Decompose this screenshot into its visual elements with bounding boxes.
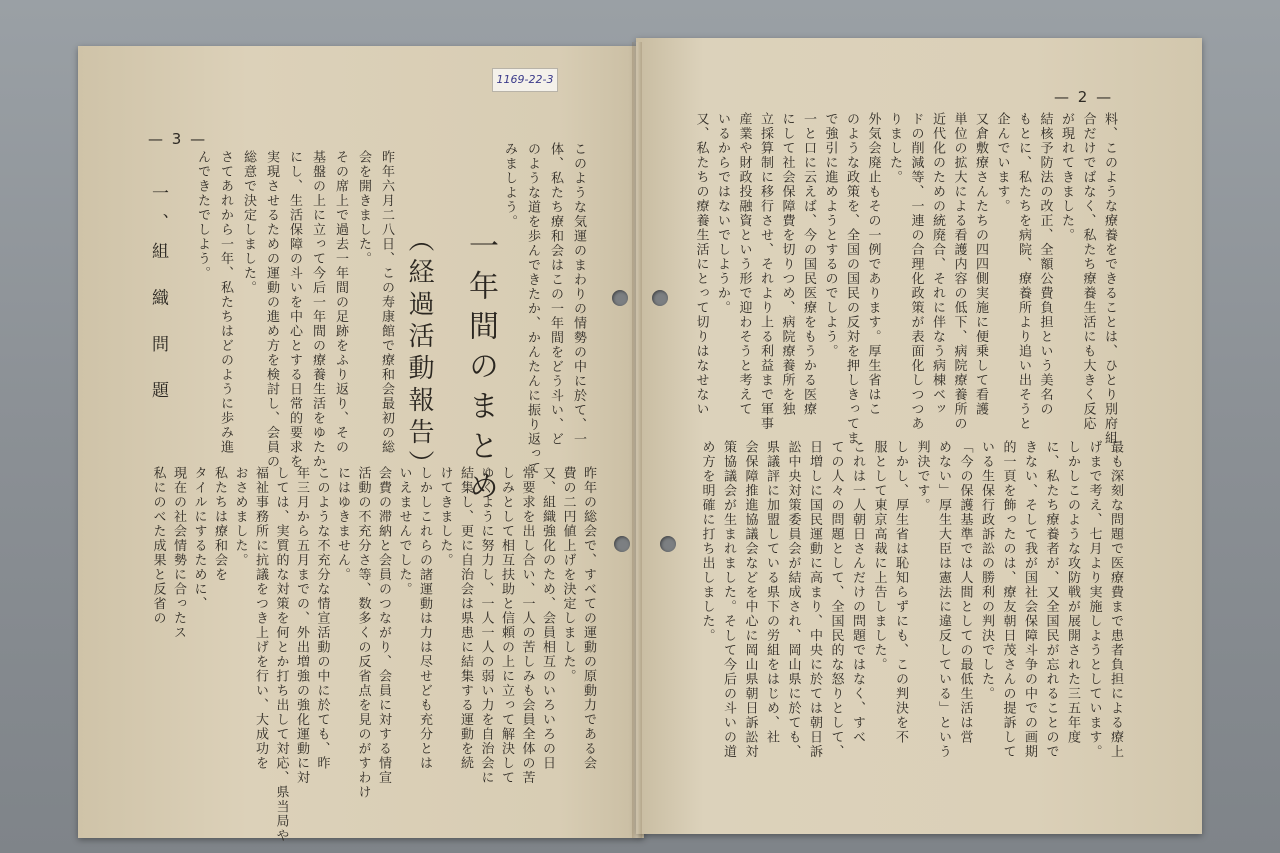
text-line: 会保障推進協議会などを中心に岡山県朝日訴訟対 <box>742 440 758 759</box>
text-line: もとに、私たちを病院、療養所より追い出そうと <box>1016 112 1031 431</box>
text-line: おさめました。 <box>232 466 248 568</box>
text-line: 産業や財政投融資という形で迎わそうと考えて <box>736 112 752 417</box>
text-line: に、私たち療養者が、又全国民が忘れることので <box>1043 440 1059 759</box>
text-line: さてあれから一年、私たちはどのように歩み進 <box>218 150 233 455</box>
document-subtitle: （経過活動報告） <box>404 226 434 482</box>
page-fold <box>632 42 642 838</box>
text-line: 私にのべた成果と反省の <box>150 466 166 626</box>
document-title: 一年間のまとめ <box>463 230 498 510</box>
text-line: けてきました。 <box>437 466 453 568</box>
text-line: 服として東京高裁に上告しました。 <box>871 440 887 672</box>
text-line: 的一頁を飾ったのは、療友朝日茂さんの提訴して <box>1000 440 1016 759</box>
text-line: 一と口に云えば、今の国民医療をもうかる医療 <box>801 112 816 417</box>
right-lower-text <box>696 440 1126 800</box>
left-page <box>78 46 644 843</box>
text-line: 又倉敷療さんたちの四四側実施に便乗して看護 <box>973 112 988 417</box>
text-line: しかしこれらの諸運動は力は尽せども充分とは <box>417 466 432 771</box>
text-line: 立採算制に移行させ、それより上る利益まで軍事 <box>758 112 773 431</box>
text-line: タイルにするために、 <box>191 466 207 611</box>
text-line: しかしこのような攻防戦が展開された三五年度 <box>1065 440 1080 745</box>
binding-hole <box>652 290 668 306</box>
text-line: 料、このような療養をできることは、ひとり別府組 <box>1102 112 1117 446</box>
text-line: しかし、厚生省は恥知らずにも、この判決を不 <box>893 440 908 745</box>
section-heading: 一、組 織 問 題 <box>148 184 168 411</box>
text-line: 総意で決定しました。 <box>241 150 256 295</box>
catalog-label: 1169-22-3 <box>492 68 558 92</box>
text-line: その席上で過去一年間の足跡をふり返り、その <box>333 150 348 455</box>
text-line: ての人々の問題として、全国民的な怒りとして、 <box>828 440 844 759</box>
text-line: 合だけでばなく、私たち療養生活にも大きく反応 <box>1080 112 1096 431</box>
left-upper-text <box>174 150 398 469</box>
text-line: 体、私たち療和会はこの一年間をどう斗い、ど <box>548 142 563 447</box>
text-line: んできたでしよう。 <box>195 150 210 281</box>
left-lower-text <box>138 466 598 843</box>
text-line: 又、組織強化のため、会員相互のいろいろの日 <box>540 466 555 771</box>
text-line: 「今の保護基準では人間としての最低生活は営 <box>957 440 973 745</box>
text-line: 近代化のための統廃合、それに伴なう病棟ベッ <box>930 112 945 417</box>
text-line: 会費の滞納と会員のつながり、会員に対する情宣 <box>376 466 391 785</box>
text-line: いるからではないでしようか。 <box>715 112 730 315</box>
text-line: で強引に進めようとするのでしよう。 <box>822 112 838 359</box>
text-line: 会を開きました。 <box>356 150 371 266</box>
text-line: 日増しに国民運動に高まり、中央に於ては朝日訴 <box>807 440 822 759</box>
right-upper-text <box>680 112 1120 446</box>
text-line: このような不充分な情宣活動の中に於ても、昨 <box>314 466 330 771</box>
text-line: 企んでいます。 <box>994 112 1010 214</box>
text-line: しては、実質的な対策を何とか打ち出して対応、県当局や <box>273 466 289 843</box>
text-line: 又、私たちの療養生活にとって切りはなせない <box>693 112 709 417</box>
text-line: 活動の不充分さ等、数多くの反省点を見のがすわけ <box>355 466 371 800</box>
text-line: 現在の社会情勢に合ったス <box>171 466 186 640</box>
text-line: 結集し、更に自治会は県患に結集する運動を続 <box>458 466 473 771</box>
text-line: みましよう。 <box>502 142 517 229</box>
text-line: 県議評に加盟している県下の労組をはじめ、社 <box>764 440 779 745</box>
text-line: 判決です。 <box>914 440 930 513</box>
right-page <box>636 38 1202 834</box>
document-spread <box>78 38 1202 843</box>
text-line: 基盤の上に立って今后一年間の療養生活をゆたか <box>310 150 325 469</box>
text-line: 私たちは療和会を <box>212 466 227 582</box>
text-line: 昨年六月二八日、この寿康館で療和会最初の総 <box>379 150 394 455</box>
text-line: 昨年の総会で、すべての運動の原動力である会 <box>581 466 596 771</box>
left-page-number: — 3 — <box>148 130 208 148</box>
text-line: のような道を歩んできたか、かんたんに振り返って <box>525 142 540 476</box>
text-line: 結核予防法の改正、全額公費負担という美名の <box>1037 112 1053 417</box>
text-line: 実現させるための運動の進め方を検討し、会員の <box>264 150 279 469</box>
text-line: ドの削減等、一連の合理化政策が表面化しつつあ <box>908 112 924 431</box>
text-line: きない、そして我が国社会保障斗争の中での画期 <box>1022 440 1037 759</box>
text-line: め方を明確に打ち出しました。 <box>699 440 715 643</box>
text-line: りました。 <box>887 112 902 185</box>
text-line: にし、生活保障の斗いを中心とする日常的要求を <box>287 150 302 469</box>
text-line: めない」厚生大臣は憲法に違反している」という <box>936 440 951 759</box>
binding-hole <box>660 536 676 552</box>
text-line: 費の二円値上げを決定しました。 <box>560 466 576 684</box>
text-line: しみとして相互扶助と信頼の上に立って解決して <box>499 466 514 785</box>
text-line: にして社会保障費を切りつめ、病院療養所を独 <box>779 112 795 417</box>
text-line: 訟中央対策委員会が結成され、岡山県に於ても、 <box>785 440 801 759</box>
text-line: 常要求を出し合い、一人の苦しみも会員全体の苦 <box>519 466 535 785</box>
text-line: ゆくように努力し、一人一人の弱い力を自治会に <box>478 466 494 785</box>
text-line: このような気運のまわりの情勢の中に於て、一 <box>571 142 586 447</box>
text-line: これは一人朝日さんだけの問題ではなく、すべ <box>850 440 865 745</box>
text-line: 年三月から五月までの、外出増強の強化運動に対 <box>294 466 309 785</box>
text-line: にはゆきません。 <box>335 466 350 582</box>
text-line: のような政策を、全国の国民の反対を押しきってま <box>844 112 859 446</box>
text-line: いえませんでした。 <box>396 466 412 597</box>
text-line: が現れてきました。 <box>1059 112 1074 243</box>
left-intro-text <box>474 142 590 476</box>
text-line: いる生保行政訴訟の勝利の判決でした。 <box>979 440 994 701</box>
right-page-number: — 2 — <box>1054 88 1114 106</box>
text-line: げまで考え、七月より実施しようとしています。 <box>1086 440 1102 759</box>
binding-hole <box>612 290 628 306</box>
text-line: 策協議会が生まれました。そして今后の斗いの道 <box>721 440 736 759</box>
text-line: 福祉事務所に抗議をつき上げを行い、大成功を <box>253 466 268 771</box>
text-line: 単位の拡大による看護内容の低下、病院療養所の <box>951 112 967 431</box>
binding-hole <box>614 536 630 552</box>
text-line: 外気会廃止もその一例であります。厚生省はこ <box>865 112 881 417</box>
text-line: 最も深刻な問題で医療費まで患者負担による療上 <box>1108 440 1123 759</box>
